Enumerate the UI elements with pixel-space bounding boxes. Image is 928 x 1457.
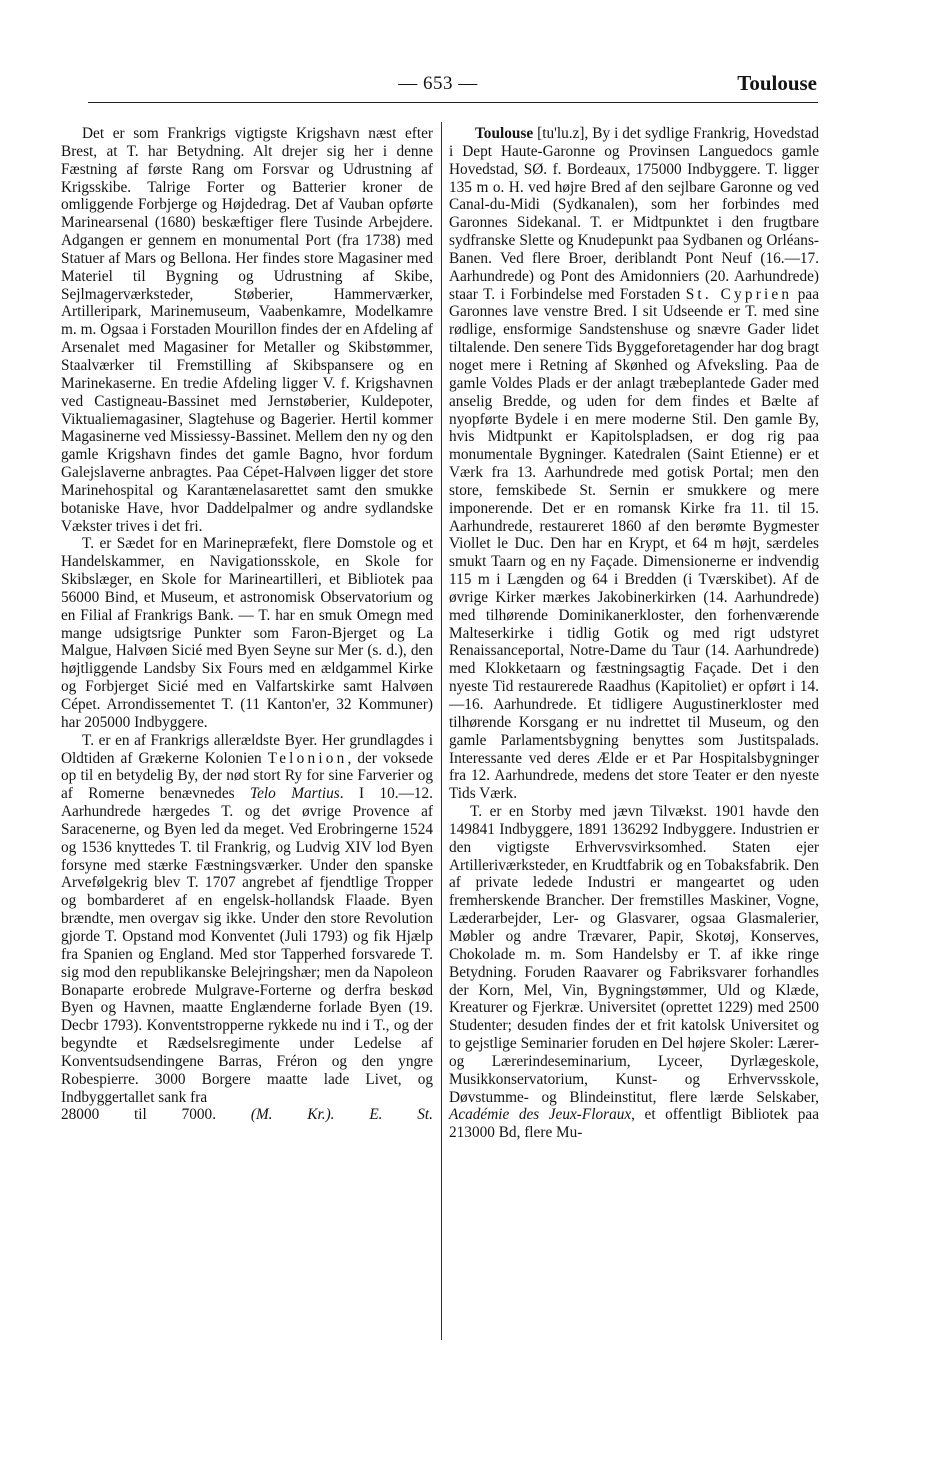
suburb-name: St. Cyprien (685, 285, 793, 303)
paragraph-history (61, 732, 433, 1107)
article-toulouse-description (449, 125, 819, 803)
colony-name: Telonion (267, 749, 348, 767)
final-line (61, 1106, 433, 1124)
economy-text-2: , et offentligt Bibliotek paa 213000 Bd, flere Mu- (449, 1106, 819, 1142)
academy-name: Académie des Jeux-Floraux (449, 1106, 632, 1124)
history-text-1: T. er en af Frankrigs allerældste Byer. Her grundlagdes i Oldtiden af Grækerne Kolonien (61, 731, 433, 767)
paragraph-economy (449, 803, 819, 1142)
page-number: — 653 — (398, 73, 478, 94)
right-column (449, 125, 819, 1142)
left-column (61, 125, 433, 1124)
roman-name: Telo Martius (250, 785, 340, 803)
history-final-text: 28000 til 7000. (61, 1106, 217, 1124)
article-lemma: Toulouse (475, 125, 534, 142)
paragraph-institutions: T. er Sædet for en Marinepræfekt, flere Domstole og et Handelskammer, en Navigationsskole, en Skole for Skibslæger, en Skole for Marineartilleri, et Bibliotek paa 56000 Bind, et Museum, et astronomisk Observatorium og en Filial af Frankrigs Bank. — T. har en smuk Omegn med mange udsigtsrige Punkter som Faron-Bjerget og La Malgue, Halvøen Sicié med Byen Seyne sur Mer (s. d.), den højtliggende Landsby Six Fours med en ældgammel Kirke og Forbjerget Sicié med en Valfartskirke samt Halvøen Cépet. Arrondissementet T. (11 Kanton'er, 32 Kommuner) har 205000 Indbyggere. (61, 535, 433, 731)
running-headword: Toulouse (737, 71, 817, 95)
toulouse-text-2: paa Garonnes lave venstre Bred. I sit Udseende er T. med sine rødlige, ensformige Sandstenshuse og snævre Gader lidet tiltalende. Den senere Tids Byggeforetagender har dog bragt noget mere i Retning af Skønhed og Afveksling. Paa de gamle Voldes Plads er der anlagt træbeplantede Gader med anselig Bredde, og uden for dem findes et Bælte af nyopførte Bydele i en mere moderne Stil. Den gamle By, hvis Midtpunkt er Kapitolspladsen, er dog rig paa monumentale Bygninger. Katedralen (Saint Etienne) er et Værk fra 13. Aarhundrede med gotisk Portal; men den store, femskibede St. Sernin er smukkere og mere imponerende. Det er en romansk Kirke fra 11. til 15. Aarhundrede, restaureret 1860 af den berømte Bygmester Viollet le Duc. Den har en Krypt, et 64 m højt, særdeles smukt Taarn og en ny Façade. Dimensionerne er indvendig 115 m i Længden og 64 i Bredden (i Tværskibet). Af de øvrige Kirker mærkes Jakobinerkirken (14. Aarhundrede) med tilhørende Dominikanerkloster, den forhenværende Malteserkirke i tidlig Gotik og med rigt udstyret Renaissanceportal, Notre-Dame du Taur (14. Aarhundrede) med Klokketaarn og fæstningsagtig Façade. Det i den nyeste Tid restaurerede Raadhus (Kapitoliet) er opført i 14.—16. Aarhundrede. Et tidligere Augustinerkloster med tilhørende Korsgang er nu indrettet til Museum, og den gamle Parlamentsbygning benyttes som Justitspalads. Interessante ved deres Ælde er et Par Hospitalsbygninger fra 12. Aarhundrede, medens det store Teater er den nyeste Tids Værk. (449, 285, 820, 803)
history-text-2: , der voksede op til en betydelig By, der nød stort Ry for sine Farverier og af Romerne benævnedes (61, 749, 433, 803)
history-text-3: . I 10.—12. Aarhundrede hærgedes T. og det øvrige Provence af Saracenerne, og Byen led da meget. Ved Erobringerne 1524 og 1536 knyttedes T. til Frankrig, og Ludvig XIV lod Byen forsyne med stærke Fæstningsværker. Under den spanske Arvefølgekrig blev T. 1707 angrebet af fjendtlige Tropper og bombarderet af en engelsk-hollandsk Flaade. Byen brændte, men overgav sig ikke. Under den store Revolution gjorde T. Opstand mod Konventet (Juli 1793) og fik Hjælp fra Spanien og England. Med stor Tapperhed forsvarede T. sig mod den republikanske Belejringshær; men da Napoleon Bonaparte erobrede Mulgrave-Forterne og derfra beskød Byen og Havnen, maatte Englænderne forlade Byen (19. Decbr 1793). Konventstropperne rykkede nu ind i T., og der begyndte et Rædselsregimente under Ledelse af Konventsudsendingene Barras, Fréron og den yngre Robespierre. 3000 Borgere maatte lade Livet, og Indbyggertallet sank fra (61, 785, 434, 1106)
economy-text-1: T. er en Storby med jævn Tilvækst. 1901 havde den 149841 Indbyggere, 1891 136292 Indbyggere. Industrien er den vigtigste Erhvervsvirksomhed. Staten ejer Artilleriværksteder, en Krudtfabrik og en Tobaksfabrik. Den af private ledede Industri er mangeartet og uden fremherskende Brancher. Der fremstilles Maskiner, Vogne, Læderarbejder, Ler- og Glasvarer, ogsaa Glasmalerier, Møbler og andre Trævarer, Papir, Skotøj, Konserves, Chokolade m. m. Som Handelsby er T. af ikke ringe Betydning. Foruden Raavarer og Fabriksvarer forhandles der Korn, Mel, Vin, Bygningstømmer, Uld og Klæde, Kreaturer og Fjerkræ. Universitet (oprettet 1229) med 2500 Studenter; desuden findes der et frit katolsk Universitet og to gejstlige Seminarier foruden en Del højere Skoler: Lærer- og Lærerindeseminarium, Lyceer, Dyrlægeskole, Musikkonservatorium, Kunst- og Erhvervsskole, Døvstumme- og Blindeinstitut, flere lærde Selskaber, (449, 803, 819, 1106)
header-rule (88, 102, 818, 103)
author-signature: (M. Kr.). E. St. (250, 1106, 434, 1124)
toulouse-text-1: [tu'lu.z], By i det sydlige Frankrig, Hovedstad i Dept Haute-Garonne og Provinsen Languedocs gamle Hovedstad, SØ. f. Bordeaux, 175000 Indbyggere. T. ligger 135 m o. H. ved højre Bred af den sejlbare Garonne og ved Canal-du-Midi (Sydkanalen), som her forbindes med Garonnes Sidekanal. T. er Midtpunktet i den frugtbare sydfranske Slette og Knudepunkt paa Sydbanen og Orléans-Banen. Ved flere Broer, deriblandt Pont Neuf (16.—17. Aarhundrede) og Pont des Amidonniers (20. Aarhundrede) staar T. i Forbindelse med Forstaden (449, 125, 820, 303)
column-divider (441, 122, 442, 1340)
paragraph-arsenal: Det er som Frankrigs vigtigste Krigshavn næst efter Brest, at T. har Betydning. Alt drejer sig her i denne Fæstning af første Rang om Forsvar og Udrustning af Krigsskibe. Talrige Forter og Batterier kroner de omliggende Forbjerge og Højdedrag. Det af Vauban opførte Marinearsenal (1680) beskæftiger flere Tusinde Arbejdere. Adgangen er gennem en monumental Port (fra 1738) med Statuer af Mars og Bellona. Her findes store Magasiner med Materiel til Bygning og Udrustning af Skibe, Sejlmagerværksteder, Støberier, Hammerværker, Artilleripark, Marinemuseum, Vaabenkamre, Modelkamre m. m. Ogsaa i Forstaden Mourillon findes der en Afdeling af Arsenalet med Magasiner for Metaller og Skibstømmer, Staalværker til Fremstilling af Skibspansere og en Marinekaserne. En tredie Afdeling ligger V. f. Krigshavnen ved Castigneau-Bassinet med Jernstøberier, Kuldepoter, Viktualiemagasiner, Slagtehuse og Bagerier. Hertil kommer Magasinerne ved Missiessy-Bassinet. Mellem den ny og den gamle Krigshavn findes det gamle Bagno, hvor fordum Galejslaverne anbragtes. Paa Cépet-Halvøen ligger det store Marinehospital og Karantænelasarettet samt den smukke botaniske Have, hvor Daddelpalmer og andre sydlandske Vækster trives i det fri. (61, 125, 433, 535)
